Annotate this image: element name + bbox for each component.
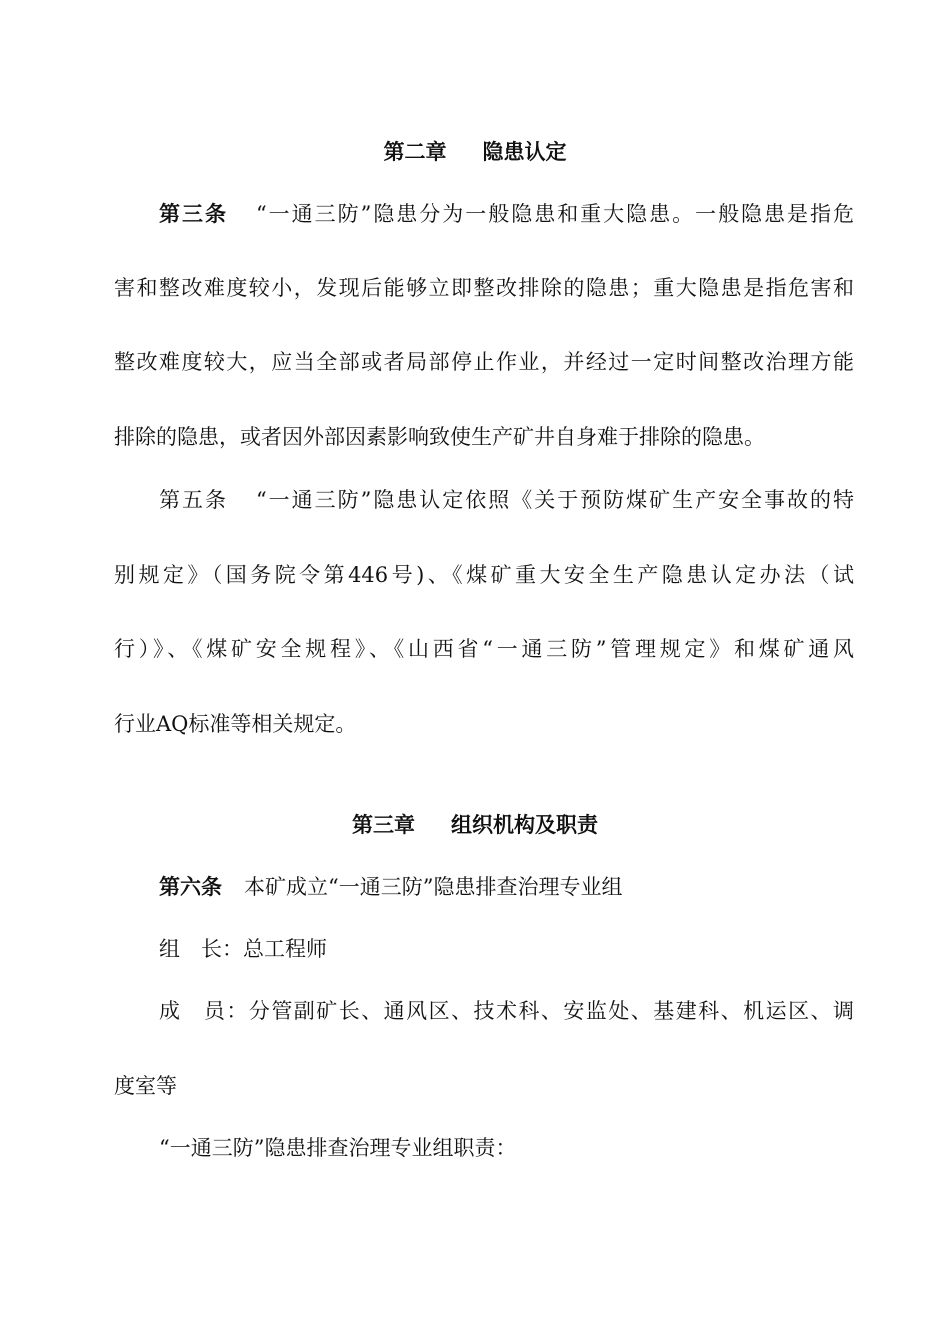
article-5-line-1: 第五条 “一通三防”隐患认定依照《关于预防煤矿生产安全事故的特 — [159, 488, 854, 512]
article-3-line-4: 排除的隐患，或者因外部因素影响致使生产矿井自身难于排除的隐患。 — [114, 425, 765, 449]
article-5-label: 第五条 — [159, 488, 228, 512]
group-members-line-2: 度室等 — [114, 1074, 177, 1098]
chapter-3-number: 第三章 — [352, 813, 415, 837]
article-3-label: 第三条 — [159, 202, 228, 226]
chapter-2-title: 隐患认定 — [482, 140, 567, 164]
article-5-line-3: 行）》、《煤矿安全规程》、《山西省“一通三防”管理规定》和煤矿通风 — [114, 637, 854, 661]
chapter-2-heading — [0, 137, 950, 167]
chapter-2-number: 第二章 — [383, 140, 447, 164]
article-3-line-3: 整改难度较大，应当全部或者局部停止作业，并经过一定时间整改治理方能 — [114, 350, 854, 374]
group-leader-line: 组 长：总工程师 — [159, 937, 327, 961]
article-3-line-2: 害和整改难度较小，发现后能够立即整改排除的隐患；重大隐患是指危害和 — [114, 276, 854, 300]
article-6-label: 第六条 — [159, 875, 222, 899]
chapter-3-title: 组织机构及职责 — [451, 813, 598, 837]
group-duties-heading: “一通三防”隐患排查治理专业组职责： — [159, 1136, 517, 1160]
article-6-line: 第六条 本矿成立“一通三防”隐患排查治理专业组 — [159, 875, 623, 899]
group-members-line-1: 成 员：分管副矿长、通风区、技术科、安监处、基建科、机运区、调 — [159, 999, 854, 1023]
chapter-3-heading — [0, 810, 950, 840]
article-5-line-2: 别规定》（国务院令第446号)、《煤矿重大安全生产隐患认定办法（试 — [114, 563, 854, 587]
article-5-line-4: 行业AQ标准等相关规定。 — [114, 712, 357, 736]
article-3-line-1: 第三条 “一通三防”隐患分为一般隐患和重大隐患。一般隐患是指危 — [159, 202, 854, 226]
